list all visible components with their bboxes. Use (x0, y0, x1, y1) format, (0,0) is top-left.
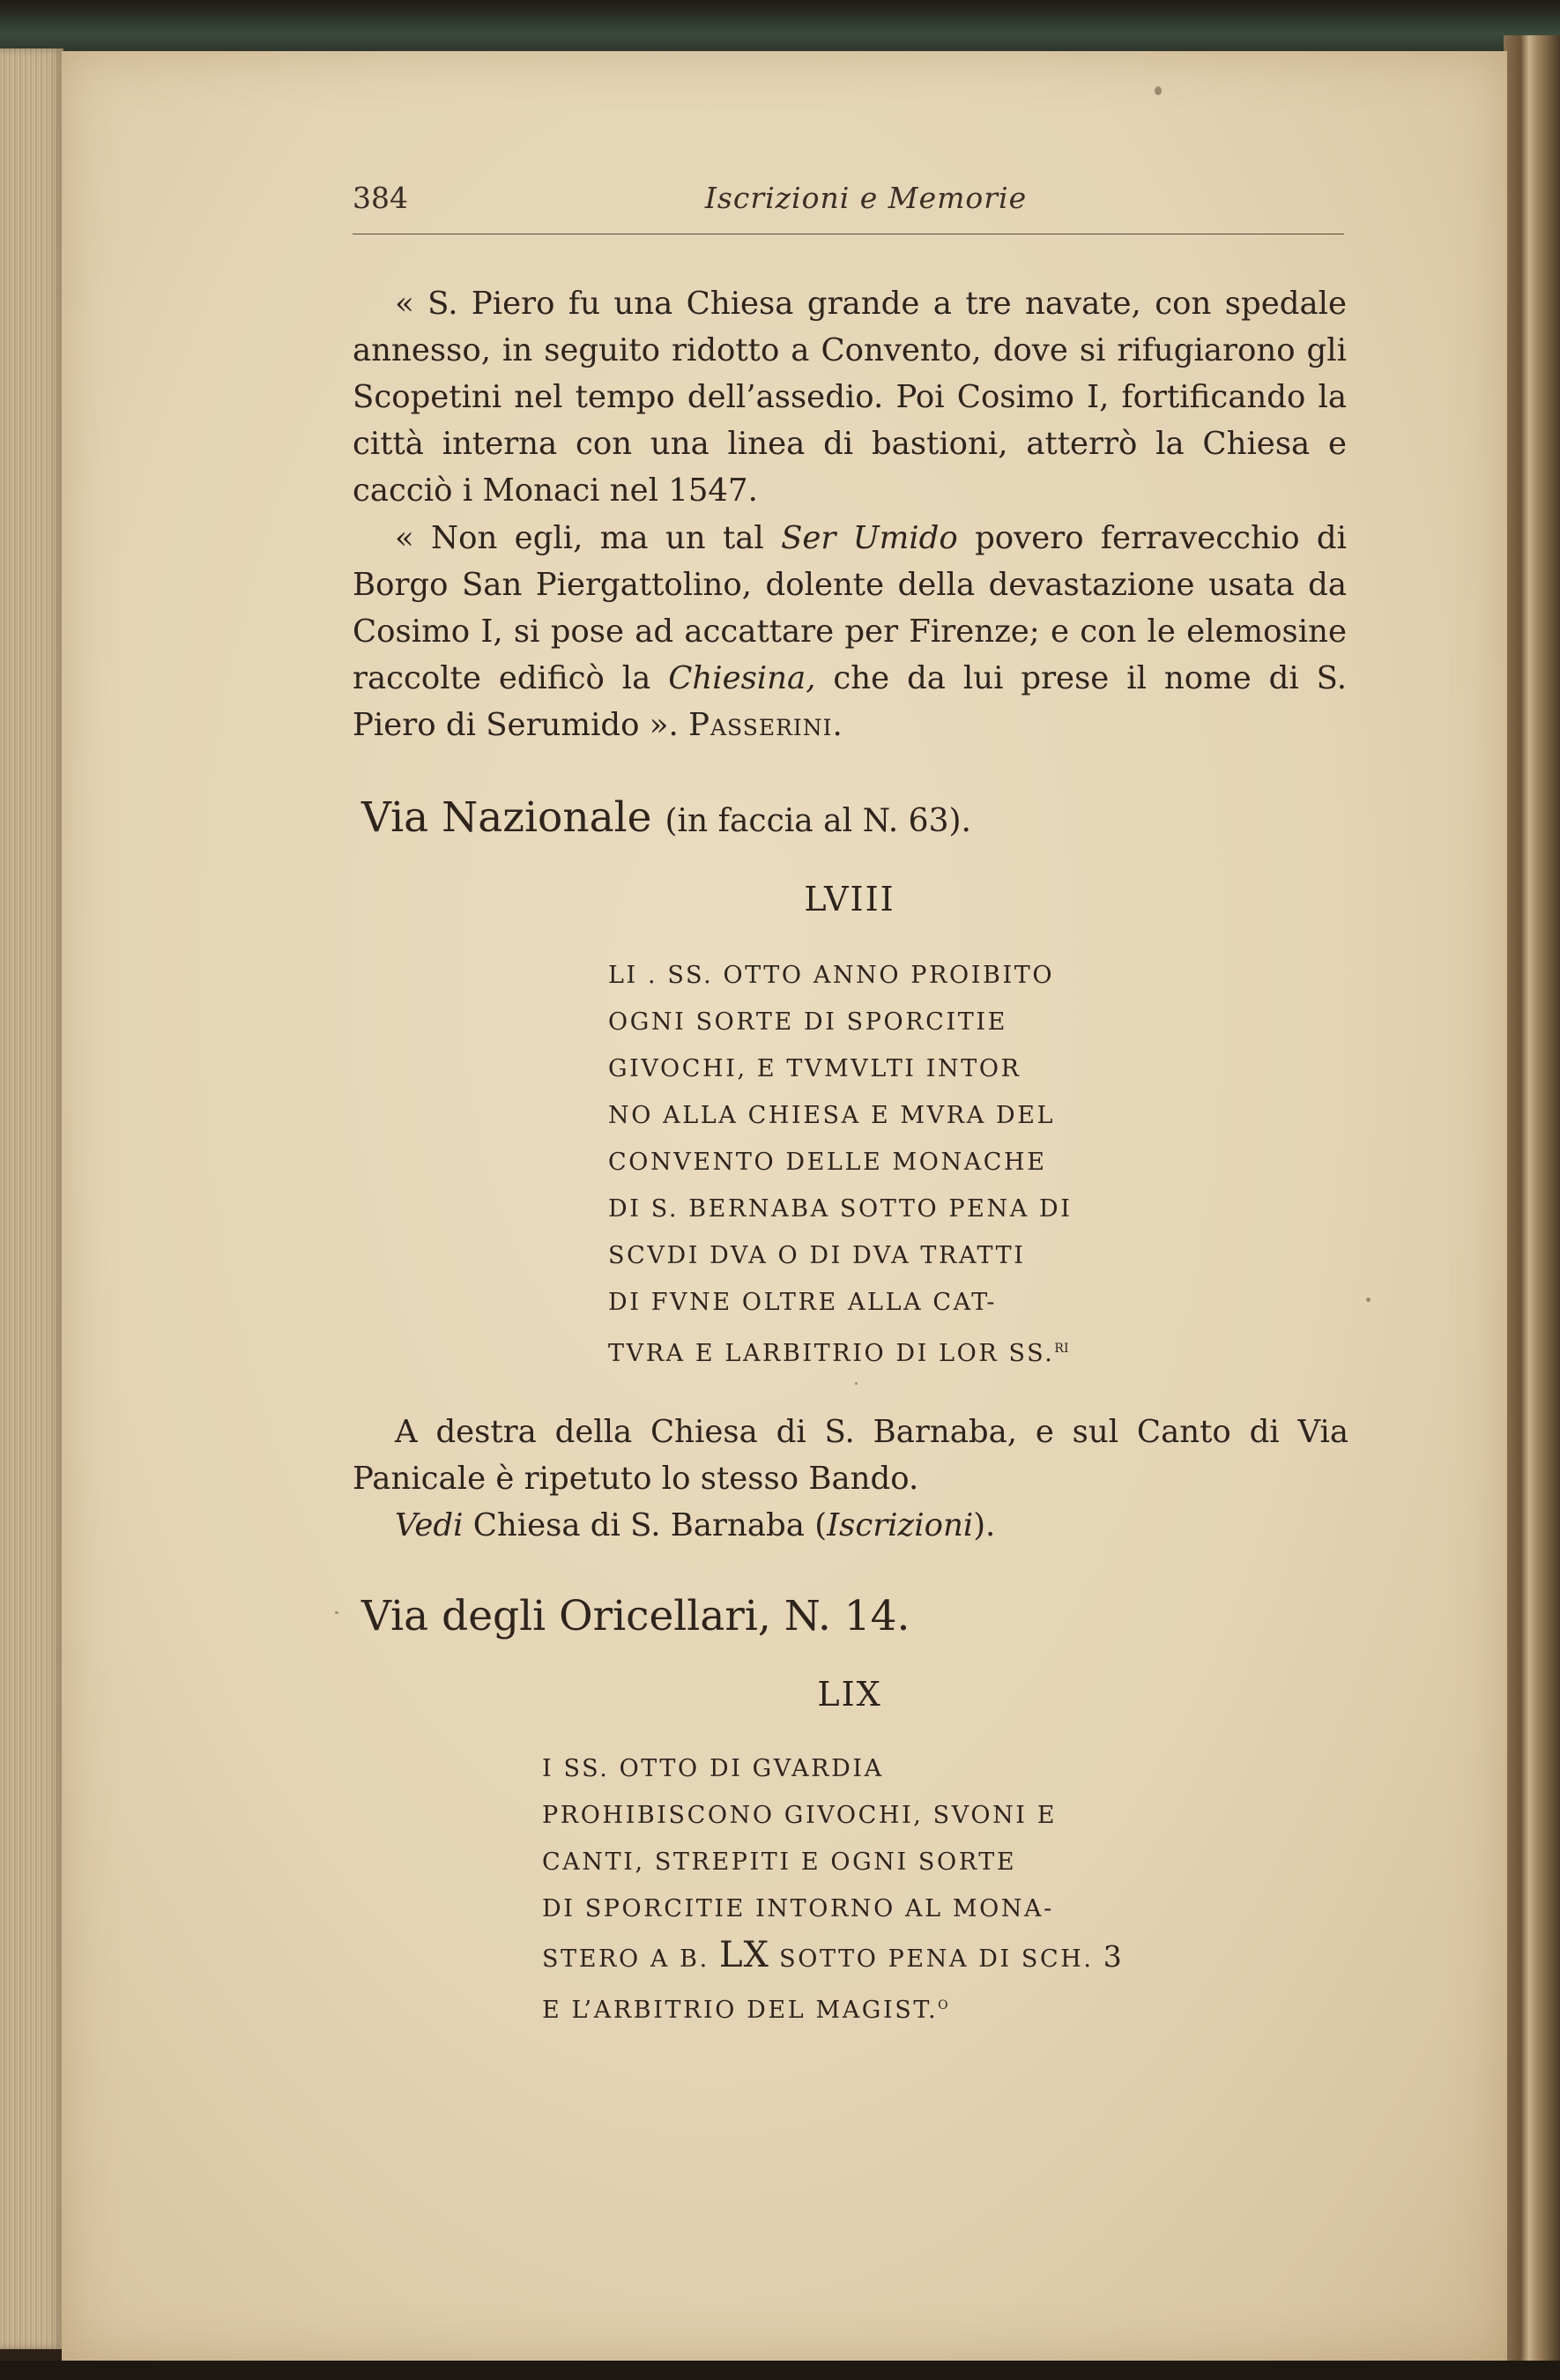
superscript-abbrev: RI (1054, 1342, 1069, 1356)
section-heading-via-oricellari: Via degli Oricellari, N. 14. (361, 1592, 910, 1640)
inscription-text: TVRA E LARBITRIO DI LOR SS. (608, 1340, 1055, 1367)
section-heading-via-nazionale (361, 793, 971, 842)
author-attribution: Passerini. (688, 707, 843, 743)
italic-iscrizioni: Iscrizioni (827, 1507, 974, 1543)
inscription-line: NO ALLA CHIESA E MVRA DEL (608, 1102, 1056, 1129)
inscription-text: E L’ARBITRIO DEL MAGIST. (542, 1997, 939, 2024)
inscription-line: DI FVNE OLTRE ALLA CAT- (608, 1289, 998, 1316)
inscription-line: OGNI SORTE DI SPORCITIE (608, 1008, 1007, 1036)
inscription-line: PROHIBISCONO GIVOCHI, SVONI E (542, 1802, 1058, 1829)
inscription-lix (542, 1745, 1122, 2034)
inscription-number-lviii: LVIII (804, 880, 895, 919)
book-cover-bottom (0, 2361, 1560, 2380)
inscription-line: I SS. OTTO DI GVARDIA (542, 1755, 884, 1782)
section1-note (353, 1409, 1348, 1549)
page-number: 384 (353, 181, 408, 215)
text-run: povero ferravecchio di Borgo San Piergattolino, dolente della devastazione usata da Cosimo I, si pose ad accattare per Firenze; e con le elemosine raccolte edificò la (353, 520, 1347, 696)
inscription-line: DI S. BERNABA SOTTO PENA DI (608, 1195, 1073, 1223)
italic-vedi: Vedi (395, 1507, 464, 1543)
note-paragraph: A destra della Chiesa di S. Barnaba, e sul Canto di Via Panicale è ripetuto lo stesso Bando. (353, 1414, 1348, 1497)
book-binding-gutter (1504, 35, 1560, 2362)
inscription-number: 3 (1103, 1939, 1122, 1974)
italic-chiesina: Chiesina, (668, 660, 816, 696)
intro-paragraph-1: « S. Piero fu una Chiesa grande a tre navate, con spedale annesso, in seguito ridotto a Convento, dove si rifugiarono gli Scopetini nel tempo dell’assedio. Poi Cosimo I, fortificando la città interna con una linea di bastioni, atterrò la Chiesa e cacciò i Monaci nel 1547. (353, 286, 1347, 509)
superscript-abbrev: O (938, 1998, 948, 2012)
intro-paragraph-2 (353, 515, 1347, 748)
inscription-text: SOTTO PENA DI SCH. (769, 1945, 1103, 1973)
note-reference (353, 1502, 1348, 1549)
inscription-numeral-lx: LX (718, 1935, 769, 1975)
text-run: « Non egli, ma un tal (395, 520, 782, 556)
inscription-line (542, 1932, 1122, 1982)
inscription-line: GIVOCHI, E TVMVLTI INTOR (608, 1055, 1021, 1082)
inscription-lviii (608, 952, 1072, 1377)
inscription-line: LI . SS. OTTO ANNO PROIBITO (608, 962, 1055, 989)
inscription-line-last (542, 1982, 1122, 2034)
italic-name-ser-umido: Ser Umido (781, 520, 958, 556)
inscription-number-lix: LIX (817, 1675, 882, 1714)
running-head (353, 181, 1344, 234)
text-run: Chiesa di S. Barnaba ( (463, 1507, 828, 1543)
inscription-line: SCVDI DVA O DI DVA TRATTI (608, 1242, 1026, 1269)
inscription-line: DI SPORCITIE INTORNO AL MONA- (542, 1895, 1054, 1923)
running-title: Iscrizioni e Memorie (704, 181, 1028, 215)
section-heading-note: (in faccia al N. 63). (665, 803, 971, 839)
inscription-line: CANTI, STREPITI E OGNI SORTE (542, 1848, 1017, 1876)
inscription-line: CONVENTO DELLE MONACHE (608, 1149, 1047, 1176)
page-fore-edge (0, 48, 63, 2349)
text-run: ). (973, 1507, 996, 1543)
section-heading-title: Via Nazionale (361, 793, 652, 842)
text-run: che da lui prese il nome di S. Piero di Serumido ». (353, 660, 1347, 743)
inscription-text: STERO A B. (542, 1945, 719, 1973)
inscription-line-last (608, 1326, 1072, 1377)
